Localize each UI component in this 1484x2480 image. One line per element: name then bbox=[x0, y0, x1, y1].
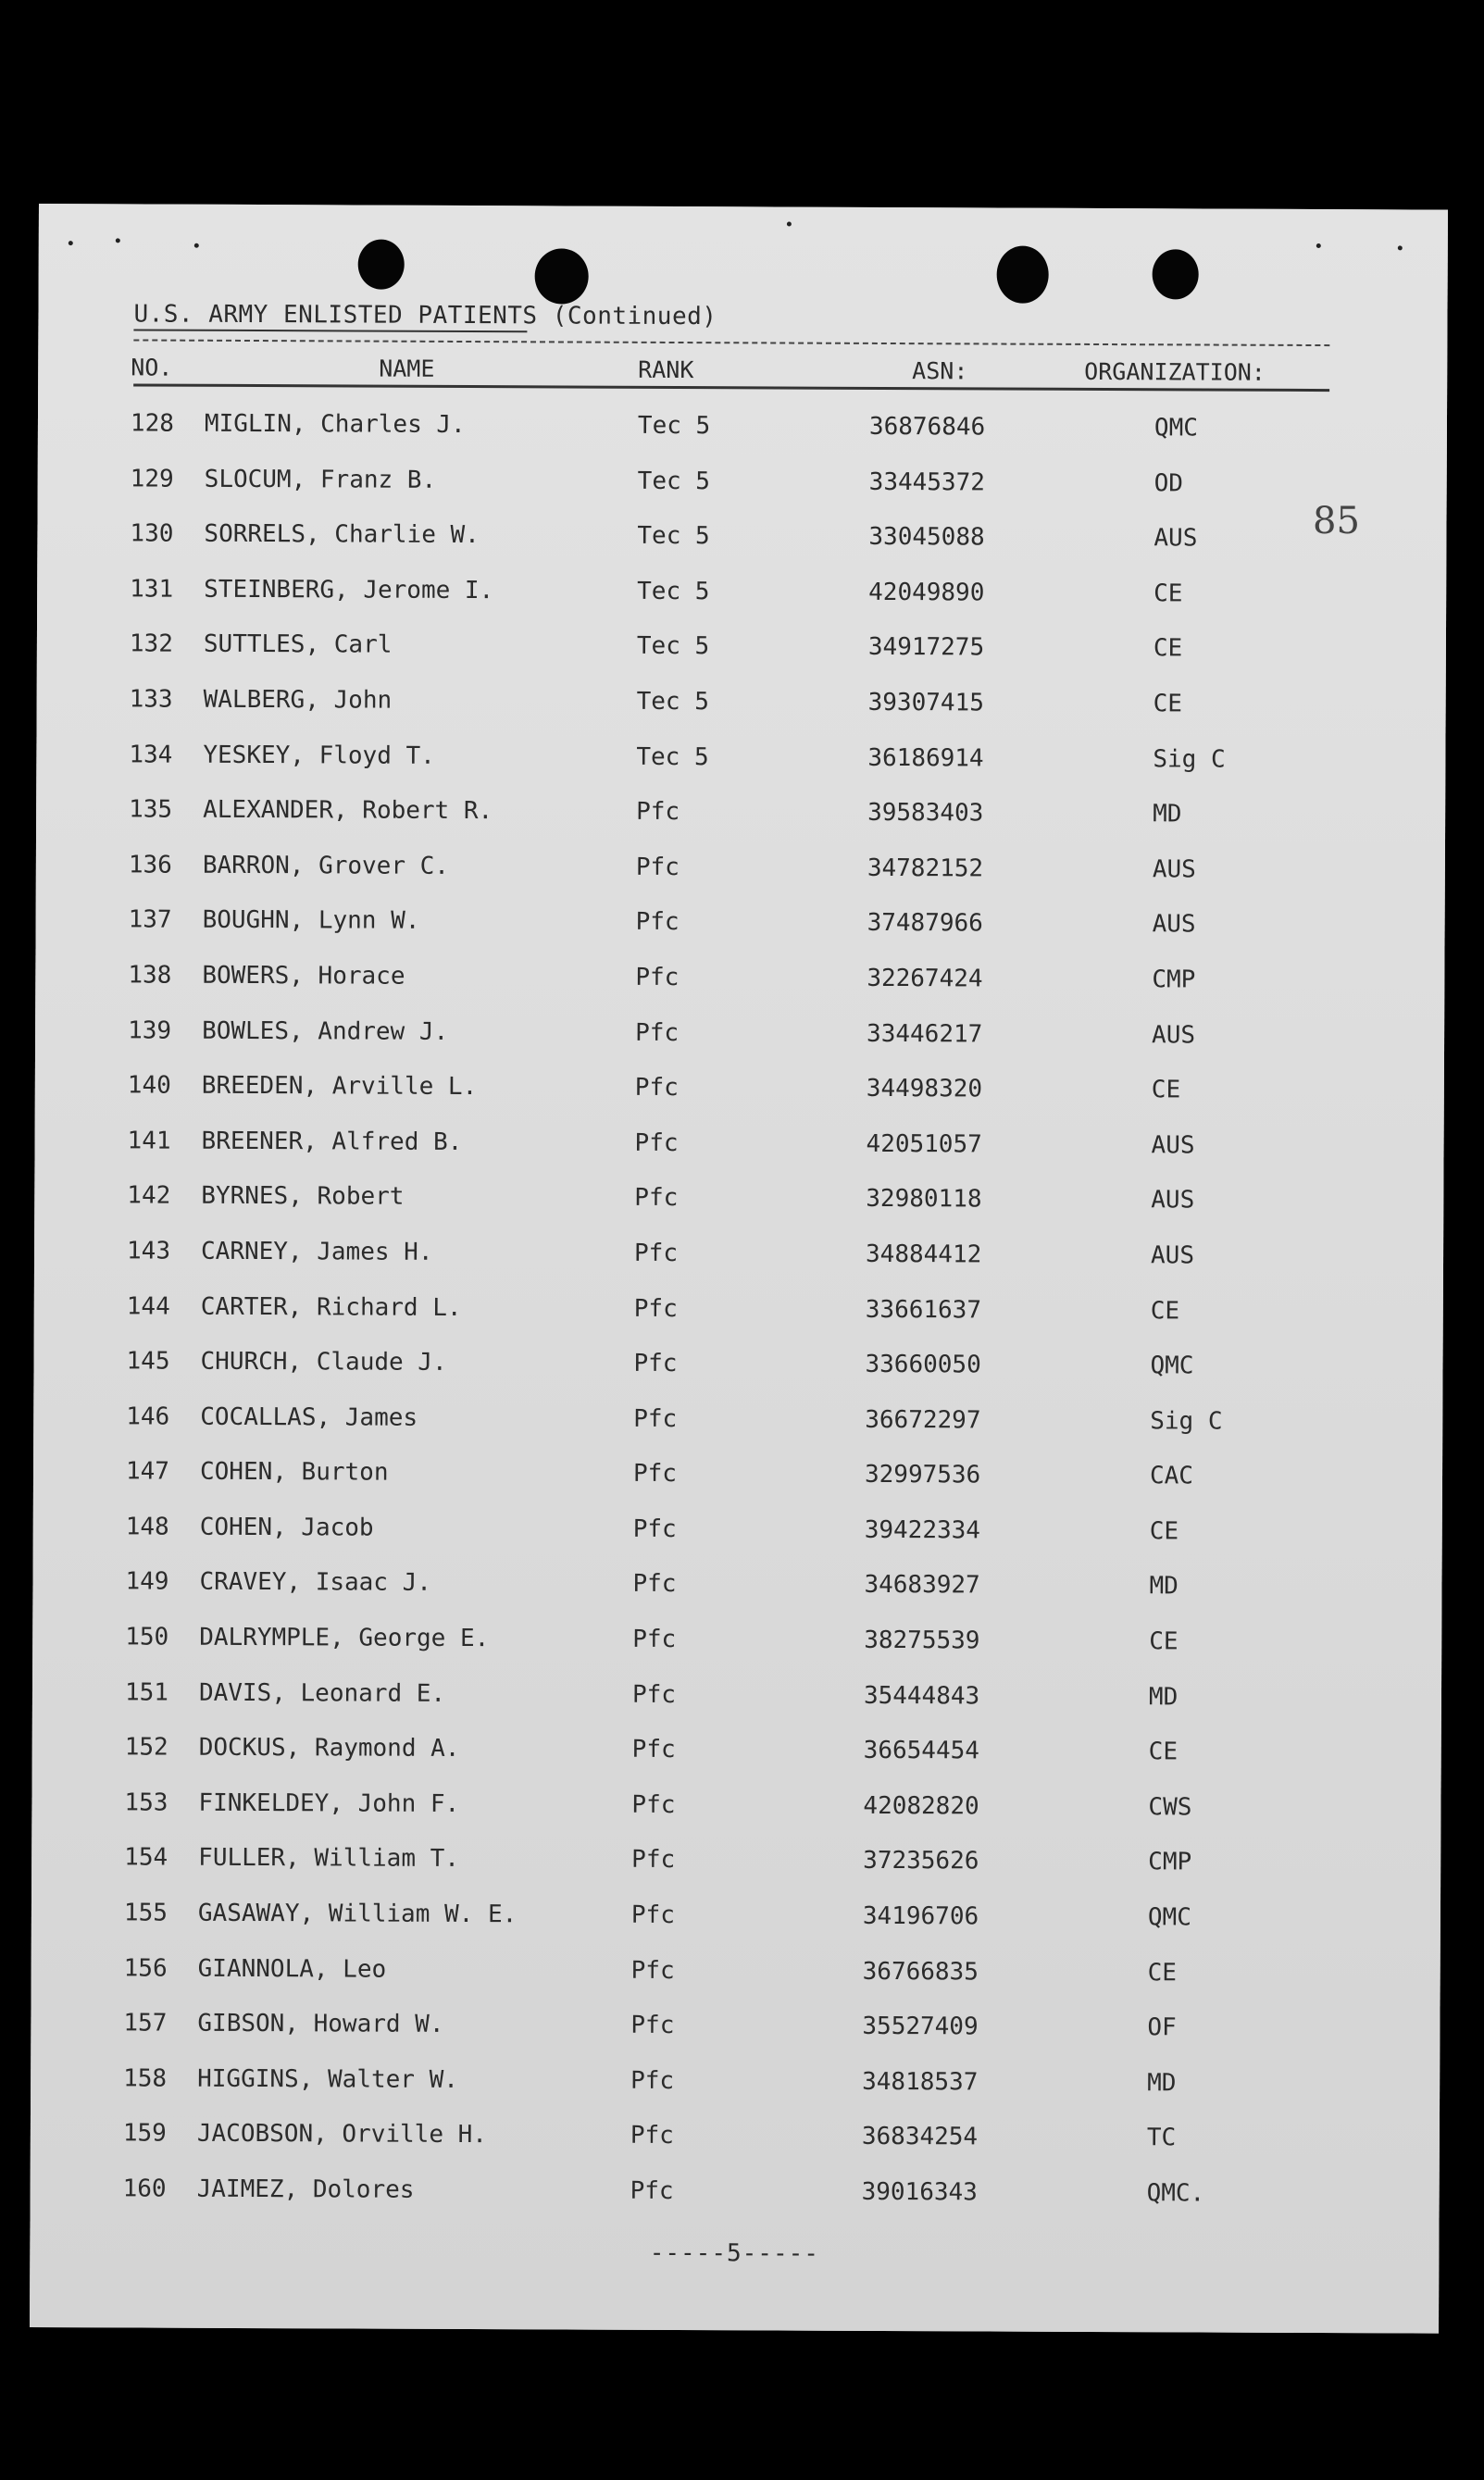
patient-organization: CE bbox=[1153, 634, 1183, 663]
patient-rank: Pfc bbox=[632, 1625, 677, 1654]
patient-organization: MD bbox=[1149, 1572, 1178, 1601]
patient-asn: 34884412 bbox=[865, 1240, 982, 1269]
table-row bbox=[30, 2175, 1439, 2236]
patient-name: BOWLES, Andrew J. bbox=[202, 1016, 449, 1046]
patient-asn: 37487966 bbox=[867, 909, 983, 938]
patient-asn: 33661637 bbox=[865, 1295, 982, 1324]
patient-name: FULLER, William T. bbox=[198, 1844, 460, 1874]
table-row bbox=[36, 741, 1445, 802]
patient-name: WALBERG, John bbox=[203, 685, 393, 715]
patient-organization: CE bbox=[1154, 579, 1183, 608]
patient-organization: CAC bbox=[1149, 1462, 1194, 1490]
row-number: 131 bbox=[130, 575, 174, 604]
patient-organization: CMP bbox=[1148, 1848, 1192, 1876]
row-number: 140 bbox=[127, 1071, 171, 1100]
patient-organization: Sig C bbox=[1153, 744, 1226, 774]
patient-rank: Tec 5 bbox=[636, 632, 710, 661]
patient-asn: 36654454 bbox=[863, 1737, 980, 1765]
patient-rank: Pfc bbox=[634, 1073, 679, 1103]
patient-asn: 34196706 bbox=[862, 1901, 979, 1931]
row-number: 153 bbox=[124, 1788, 168, 1817]
table-row bbox=[33, 1457, 1442, 1518]
row-number: 156 bbox=[123, 1954, 168, 1983]
patient-name: CHURCH, Claude J. bbox=[200, 1347, 447, 1377]
patient-organization: CE bbox=[1153, 690, 1183, 718]
paper-speck bbox=[116, 238, 120, 243]
patient-organization: CWS bbox=[1148, 1793, 1192, 1822]
patient-asn: 36766835 bbox=[862, 1957, 979, 1987]
patient-asn: 42049890 bbox=[868, 578, 985, 607]
table-row bbox=[34, 1181, 1443, 1242]
patient-rank: Pfc bbox=[633, 1239, 679, 1267]
patient-rank: Pfc bbox=[631, 1680, 677, 1709]
patient-name: CRAVEY, Isaac J. bbox=[199, 1568, 432, 1598]
table-row bbox=[36, 851, 1445, 912]
patient-name: GIANNOLA, Leo bbox=[197, 1954, 387, 1984]
patient-asn: 34683927 bbox=[864, 1571, 980, 1600]
patient-rank: Pfc bbox=[635, 963, 680, 991]
patient-name: GIBSON, Howard W. bbox=[197, 2009, 444, 2039]
row-number: 154 bbox=[124, 1843, 168, 1873]
patient-asn: 35444843 bbox=[863, 1681, 980, 1711]
patient-rank: Tec 5 bbox=[636, 687, 710, 717]
patient-organization: QMC bbox=[1147, 1903, 1191, 1932]
row-number: 138 bbox=[128, 961, 172, 990]
patient-rank: Pfc bbox=[630, 2066, 675, 2095]
patient-rank: Pfc bbox=[634, 1128, 679, 1157]
patient-rank: Pfc bbox=[630, 2012, 675, 2040]
patient-asn: 34498320 bbox=[866, 1075, 983, 1103]
row-number: 152 bbox=[124, 1733, 168, 1762]
row-number: 142 bbox=[127, 1181, 171, 1210]
patient-organization: CE bbox=[1151, 1076, 1181, 1104]
table-row bbox=[34, 1291, 1443, 1352]
row-number: 129 bbox=[130, 465, 174, 493]
patient-asn: 39307415 bbox=[867, 688, 984, 717]
patient-name: GASAWAY, William W. E. bbox=[197, 1899, 518, 1929]
patient-organization: AUS bbox=[1152, 855, 1196, 884]
patient-organization: TC bbox=[1146, 2124, 1177, 2152]
table-row bbox=[38, 465, 1447, 526]
row-number: 157 bbox=[123, 2009, 168, 2038]
row-number: 128 bbox=[130, 409, 174, 438]
table-row bbox=[31, 2009, 1440, 2070]
table-row bbox=[37, 519, 1446, 580]
patient-asn: 39422334 bbox=[864, 1515, 981, 1545]
patient-name: CARTER, Richard L. bbox=[200, 1292, 462, 1322]
row-number: 141 bbox=[127, 1127, 171, 1155]
patient-name: BREEDEN, Arville L. bbox=[201, 1071, 478, 1102]
patient-rank: Tec 5 bbox=[637, 522, 710, 551]
patient-rank: Pfc bbox=[630, 2176, 674, 2206]
patient-name: BOWERS, Horace bbox=[202, 961, 405, 991]
patient-asn: 33445372 bbox=[868, 467, 985, 497]
table-row bbox=[31, 1843, 1440, 1904]
row-number: 149 bbox=[125, 1567, 169, 1597]
patient-asn: 34818537 bbox=[862, 2067, 979, 2097]
column-header-asn: ASN: bbox=[912, 357, 968, 385]
patient-rank: Pfc bbox=[632, 1514, 677, 1543]
table-row bbox=[31, 2119, 1440, 2180]
column-header-no: NO. bbox=[131, 354, 173, 381]
patient-organization: CE bbox=[1147, 1958, 1178, 1988]
page-number: -----5----- bbox=[649, 2238, 820, 2268]
column-header-organization: ORGANIZATION: bbox=[1084, 357, 1266, 386]
row-number: 158 bbox=[123, 2064, 168, 2093]
patient-asn: 32980118 bbox=[866, 1185, 982, 1214]
patient-asn: 32997536 bbox=[864, 1461, 981, 1489]
table-row bbox=[37, 629, 1446, 691]
row-number: 147 bbox=[125, 1457, 170, 1486]
patient-list bbox=[30, 409, 1447, 2236]
patient-asn: 37235626 bbox=[863, 1847, 979, 1876]
row-number: 150 bbox=[125, 1623, 169, 1651]
patient-asn: 36186914 bbox=[867, 743, 984, 773]
punch-hole-3 bbox=[997, 246, 1049, 304]
row-number: 133 bbox=[129, 685, 173, 714]
patient-asn: 32267424 bbox=[867, 964, 983, 993]
row-number: 144 bbox=[126, 1291, 170, 1321]
table-row bbox=[32, 1678, 1441, 1739]
paper-speck bbox=[69, 241, 73, 245]
patient-organization: CE bbox=[1150, 1296, 1180, 1325]
patient-name: YESKEY, Floyd T. bbox=[203, 741, 435, 770]
patient-name: BARRON, Grover C. bbox=[202, 851, 450, 880]
paper-speck bbox=[194, 243, 199, 248]
table-row bbox=[31, 1899, 1440, 1960]
patient-name: CARNEY, James H. bbox=[200, 1237, 433, 1266]
patient-name: BREENER, Alfred B. bbox=[201, 1127, 463, 1156]
patient-asn: 35527409 bbox=[862, 2013, 979, 2041]
patient-name: COHEN, Jacob bbox=[199, 1513, 374, 1542]
patient-organization: QMC. bbox=[1146, 2179, 1205, 2208]
row-number: 134 bbox=[129, 740, 173, 769]
column-header-name: NAME bbox=[379, 355, 435, 382]
row-number: 145 bbox=[126, 1347, 170, 1376]
punch-hole-2 bbox=[535, 248, 589, 304]
patient-organization: CE bbox=[1149, 1627, 1178, 1656]
patient-name: ALEXANDER, Robert R. bbox=[203, 795, 493, 826]
table-row bbox=[37, 575, 1446, 636]
patient-name: HIGGINS, Walter W. bbox=[197, 2064, 458, 2094]
patient-name: DALRYMPLE, George E. bbox=[199, 1623, 490, 1653]
patient-name: FINKELDEY, John F. bbox=[198, 1788, 460, 1818]
patient-asn: 33660050 bbox=[865, 1351, 981, 1379]
table-row bbox=[34, 1127, 1443, 1188]
table-row bbox=[35, 961, 1444, 1022]
patient-rank: Pfc bbox=[634, 1184, 679, 1213]
patient-organization: Sig C bbox=[1150, 1406, 1223, 1436]
patient-rank: Pfc bbox=[636, 797, 680, 827]
patient-name: DAVIS, Leonard E. bbox=[198, 1678, 446, 1708]
dashed-rule bbox=[133, 339, 1329, 346]
row-number: 132 bbox=[129, 629, 173, 659]
table-row bbox=[31, 1788, 1440, 1850]
punch-hole-1 bbox=[358, 240, 405, 290]
row-number: 148 bbox=[125, 1513, 169, 1541]
patient-name: BYRNES, Robert bbox=[201, 1182, 405, 1212]
table-row bbox=[38, 409, 1447, 470]
patient-rank: Pfc bbox=[633, 1294, 678, 1323]
patient-rank: Pfc bbox=[633, 1349, 678, 1378]
patient-asn: 34917275 bbox=[867, 633, 985, 662]
patient-rank: Tec 5 bbox=[637, 467, 711, 495]
row-number: 130 bbox=[130, 519, 174, 548]
patient-asn: 39583403 bbox=[867, 799, 984, 828]
patient-asn: 36834254 bbox=[861, 2123, 979, 2151]
patient-rank: Tec 5 bbox=[637, 411, 711, 441]
table-row bbox=[34, 1237, 1443, 1298]
table-row bbox=[35, 1016, 1444, 1078]
patient-rank: Pfc bbox=[632, 1460, 678, 1489]
patient-rank: Tec 5 bbox=[636, 742, 709, 771]
patient-organization: QMC bbox=[1154, 414, 1198, 442]
table-row bbox=[33, 1513, 1442, 1574]
paper-speck bbox=[1398, 245, 1403, 250]
row-number: 137 bbox=[128, 905, 172, 934]
row-number: 160 bbox=[122, 2175, 167, 2203]
patient-name: STEINBERG, Jerome I. bbox=[204, 575, 494, 604]
row-number: 155 bbox=[123, 1899, 168, 1927]
margin-annotation: 85 bbox=[1313, 500, 1360, 542]
patient-organization: OD bbox=[1154, 468, 1184, 497]
row-number: 135 bbox=[129, 795, 173, 824]
table-row bbox=[33, 1402, 1442, 1464]
patient-organization: AUS bbox=[1152, 1020, 1196, 1049]
patient-asn: 42051057 bbox=[866, 1129, 982, 1159]
patient-rank: Pfc bbox=[630, 1956, 675, 1985]
patient-organization: AUS bbox=[1152, 910, 1196, 939]
patient-name: MIGLIN, Charles J. bbox=[204, 409, 466, 440]
patient-rank: Pfc bbox=[631, 1736, 676, 1764]
patient-name: SUTTLES, Carl bbox=[203, 630, 393, 660]
patient-rank: Pfc bbox=[635, 908, 680, 937]
patient-asn: 39016343 bbox=[861, 2177, 978, 2207]
patient-organization: OF bbox=[1147, 2013, 1177, 2042]
table-row bbox=[36, 685, 1445, 746]
patient-organization: QMC bbox=[1150, 1352, 1194, 1380]
row-number: 136 bbox=[128, 851, 172, 879]
paper-speck bbox=[787, 222, 792, 227]
row-number: 143 bbox=[126, 1237, 171, 1265]
row-number: 139 bbox=[128, 1016, 172, 1045]
document-page bbox=[30, 204, 1448, 2334]
patient-asn: 33446217 bbox=[867, 1019, 983, 1048]
patient-organization: CE bbox=[1148, 1738, 1178, 1766]
patient-name: BOUGHN, Lynn W. bbox=[202, 906, 420, 936]
patient-rank: Tec 5 bbox=[637, 577, 710, 605]
patient-rank: Pfc bbox=[632, 1570, 677, 1599]
section-title: U.S. ARMY ENLISTED PATIENTS (Continued) bbox=[133, 300, 717, 331]
patient-organization: CMP bbox=[1152, 966, 1196, 994]
table-row bbox=[33, 1347, 1442, 1408]
patient-organization: MD bbox=[1148, 1682, 1178, 1712]
paper-speck bbox=[1316, 243, 1321, 248]
patient-name: SORRELS, Charlie W. bbox=[204, 519, 480, 550]
patient-name: COHEN, Burton bbox=[199, 1458, 389, 1487]
row-number: 151 bbox=[124, 1678, 169, 1707]
patient-organization: AUS bbox=[1151, 1186, 1195, 1215]
patient-rank: Pfc bbox=[631, 1846, 676, 1875]
patient-rank: Pfc bbox=[635, 853, 680, 881]
patient-asn: 33045088 bbox=[868, 523, 985, 552]
patient-name: JAIMEZ, Dolores bbox=[196, 2175, 415, 2204]
patient-asn: 36672297 bbox=[865, 1405, 981, 1435]
patient-organization: MD bbox=[1153, 800, 1182, 829]
patient-organization: MD bbox=[1147, 2069, 1177, 2098]
patient-organization: AUS bbox=[1154, 524, 1198, 553]
patient-asn: 38275539 bbox=[864, 1626, 980, 1655]
patient-asn: 36876846 bbox=[868, 412, 986, 442]
table-row bbox=[35, 905, 1444, 966]
row-number: 159 bbox=[122, 2119, 167, 2149]
patient-asn: 42082820 bbox=[863, 1791, 979, 1821]
table-row bbox=[32, 1733, 1441, 1794]
patient-name: JACOBSON, Orville H. bbox=[196, 2120, 488, 2150]
table-row bbox=[35, 1071, 1444, 1132]
punch-hole-4 bbox=[1153, 249, 1199, 299]
patient-organization: AUS bbox=[1151, 1130, 1195, 1160]
patient-rank: Pfc bbox=[635, 1018, 680, 1047]
table-row bbox=[32, 1567, 1441, 1628]
column-header-rank: RANK bbox=[638, 355, 694, 384]
patient-rank: Pfc bbox=[631, 1790, 676, 1819]
patient-name: DOCKUS, Raymond A. bbox=[198, 1734, 460, 1763]
patient-organization: CE bbox=[1149, 1517, 1179, 1546]
table-row bbox=[36, 795, 1445, 856]
patient-asn: 34782152 bbox=[867, 854, 984, 883]
patient-name: SLOCUM, Franz B. bbox=[204, 465, 437, 494]
row-number: 146 bbox=[126, 1402, 170, 1431]
table-row bbox=[31, 1954, 1440, 2015]
patient-rank: Pfc bbox=[630, 2122, 674, 2150]
table-row bbox=[31, 2064, 1440, 2125]
patient-name: COCALLAS, James bbox=[200, 1402, 418, 1432]
patient-rank: Pfc bbox=[630, 1901, 675, 1930]
patient-rank: Pfc bbox=[633, 1404, 678, 1433]
patient-organization: AUS bbox=[1150, 1241, 1195, 1270]
table-row bbox=[32, 1623, 1441, 1684]
